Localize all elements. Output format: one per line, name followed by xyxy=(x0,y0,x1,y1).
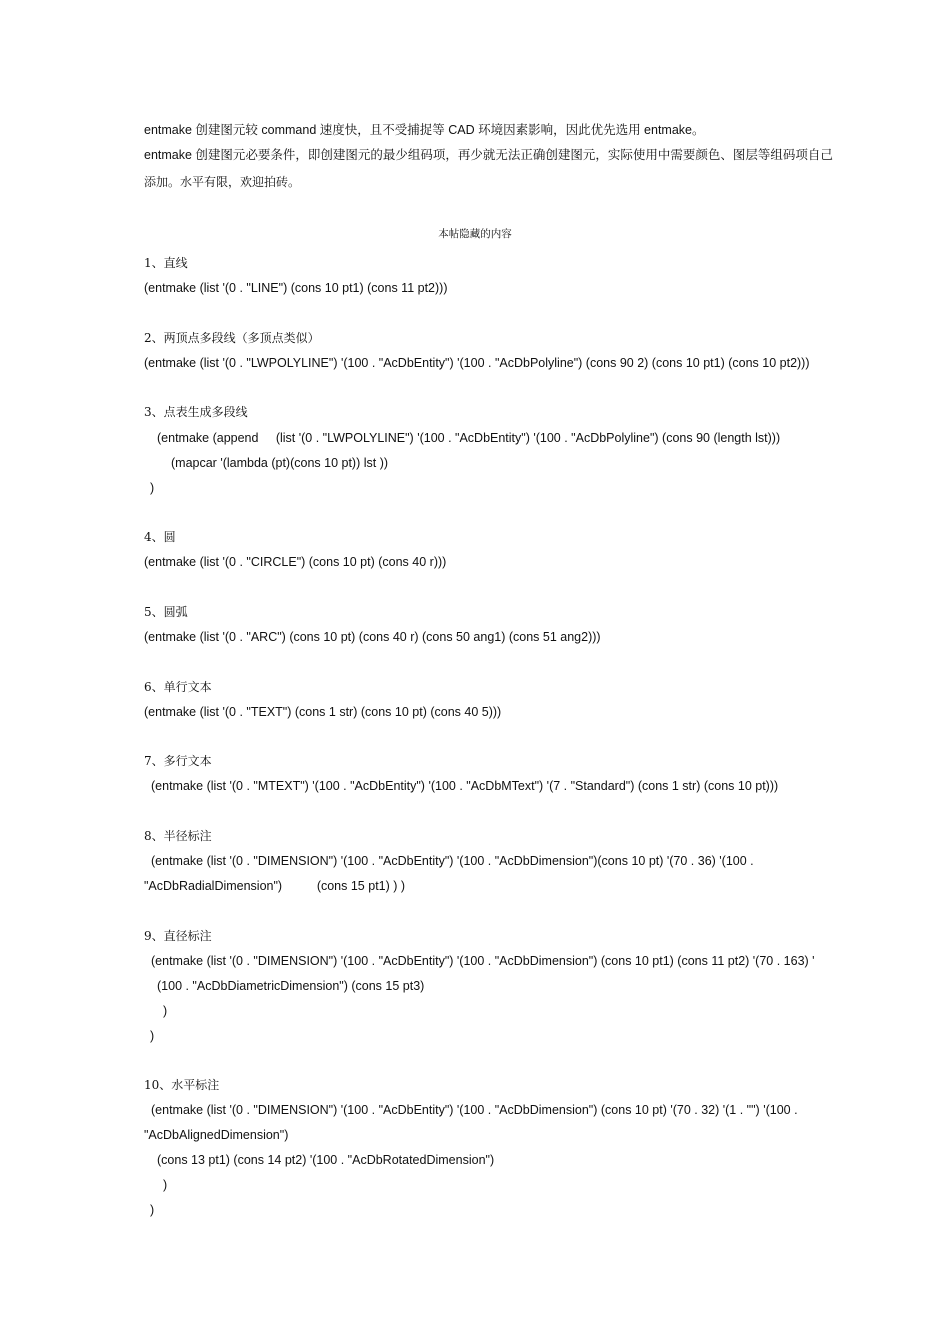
section-title-text: 6、单行文本 xyxy=(144,680,212,694)
code-line: (100 . "AcDbDiametricDimension") (cons 15 pt3) xyxy=(157,979,425,993)
code-line: "AcDbAlignedDimension") xyxy=(144,1128,289,1142)
section-title-lwpolyline: 2、两顶点多段线（多顶点类似） xyxy=(144,331,320,345)
code-line: "AcDbRadialDimension") (cons 15 pt1) ) ) xyxy=(144,879,406,893)
intro-line-3: 添加。水平有限，欢迎拍砖。 xyxy=(144,175,301,189)
code-line: ) xyxy=(163,1178,168,1192)
section-title-arc: 5、圆弧 xyxy=(144,605,188,619)
code-line: (entmake (list '(0 . "DIMENSION") '(100 . "AcDbEntity") '(100 . "AcDbDimension") (cons 10 pt1) (cons 11 pt2) '(70 . 163) ' xyxy=(151,954,815,968)
code-line: (entmake (list '(0 . "LWPOLYLINE") '(100 . "AcDbEntity") '(100 . "AcDbPolyline") (cons 90 2) (cons 10 pt1) (cons 10 pt2))) xyxy=(144,356,810,370)
code-line: ) xyxy=(163,1004,168,1018)
section-title-point-list: 3、点表生成多段线 xyxy=(144,405,248,419)
code-line: (entmake (append (list '(0 . "LWPOLYLINE") '(100 . "AcDbEntity") '(100 . "AcDbPolyline") (cons 90 (length lst))) xyxy=(157,431,781,445)
code-line: (entmake (list '(0 . "CIRCLE") (cons 10 pt) (cons 40 r))) xyxy=(144,555,447,569)
section-title-mtext: 7、多行文本 xyxy=(144,754,212,768)
hidden-content-note: 本帖隐藏的内容 xyxy=(438,228,512,240)
code-line: (entmake (list '(0 . "LINE") (cons 10 pt1) (cons 11 pt2))) xyxy=(144,281,448,295)
section-title-rotated-dim: 10、水平标注 xyxy=(144,1078,220,1092)
section-title-line: 1、直线 xyxy=(144,256,188,270)
code-line: (mapcar '(lambda (pt)(cons 10 pt)) lst )) xyxy=(171,456,389,470)
intro-line-1: entmake 创建图元较 command 速度快，且不受捕捉等 CAD 环境因素影响，因此优先选用 entmake。 xyxy=(144,123,705,137)
section-title-radial-dim: 8、半径标注 xyxy=(144,829,212,843)
code-line: (entmake (list '(0 . "MTEXT") '(100 . "AcDbEntity") '(100 . "AcDbMText") '(7 . "Standard") (cons 1 str) (cons 10 pt))) xyxy=(151,779,779,793)
section-title-diametric-dim: 9、直径标注 xyxy=(144,929,212,943)
code-line: ) xyxy=(150,1203,155,1217)
intro-line-2: entmake 创建图元必要条件，即创建图元的最少组码项，再少就无法正确创建图元，实际使用中需要颜色、图层等组码项自己 xyxy=(144,148,833,162)
code-line: (cons 13 pt1) (cons 14 pt2) '(100 . "AcDbRotatedDimension") xyxy=(157,1153,495,1167)
code-line: ) xyxy=(150,1029,155,1043)
section-title-circle: 4、圆 xyxy=(144,530,176,544)
code-line: (entmake (list '(0 . "DIMENSION") '(100 . "AcDbEntity") '(100 . "AcDbDimension") (cons 10 pt) '(70 . 32) '(1 . "") '(100 . xyxy=(151,1103,798,1117)
code-line: (entmake (list '(0 . "DIMENSION") '(100 . "AcDbEntity") '(100 . "AcDbDimension")(cons 10 pt) '(70 . 36) '(100 . xyxy=(151,854,754,868)
code-line: (entmake (list '(0 . "ARC") (cons 10 pt) (cons 40 r) (cons 50 ang1) (cons 51 ang2))) xyxy=(144,630,601,644)
code-line: (entmake (list '(0 . "TEXT") (cons 1 str) (cons 10 pt) (cons 40 5))) xyxy=(144,705,502,719)
code-line: ) xyxy=(150,481,155,495)
